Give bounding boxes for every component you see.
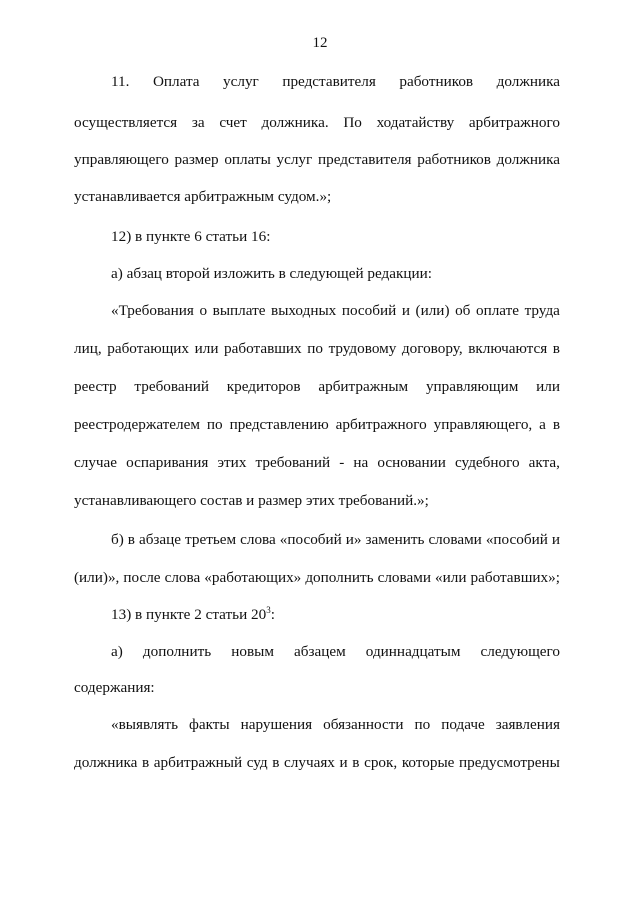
word: должника [74, 754, 138, 771]
word: представителя [282, 73, 376, 90]
word: слова [240, 531, 276, 548]
word: должника [496, 73, 560, 90]
word: трудовому [328, 340, 397, 357]
word: новым [231, 643, 274, 660]
text-line [111, 72, 560, 92]
word: в [272, 754, 280, 771]
word: включаются [468, 340, 548, 357]
word: и» [345, 531, 362, 548]
word: за [191, 114, 205, 131]
text-line [74, 113, 560, 133]
word: должника. [261, 114, 329, 131]
word: слова [164, 569, 201, 586]
word: реестродержателем [74, 416, 200, 433]
word: осуществляется [74, 114, 178, 131]
word: обязанности [323, 716, 404, 733]
word: или [536, 378, 560, 395]
word: словами [428, 531, 482, 548]
word: выплате [212, 302, 266, 319]
word: оплаты [224, 151, 271, 168]
word: счет [219, 114, 247, 131]
word: факты [189, 716, 230, 733]
text-line [74, 187, 560, 207]
line-text: содержания: [74, 679, 155, 696]
word: представителя [317, 151, 412, 168]
word: в [552, 340, 560, 357]
word: (или)», [74, 569, 120, 586]
word: дополнить [305, 569, 374, 586]
word: по [206, 416, 223, 433]
text-line [74, 491, 560, 511]
word: «пособий [279, 531, 342, 548]
text-line [74, 568, 560, 588]
text-line [111, 227, 560, 247]
word: заменить [365, 531, 425, 548]
page-number: 12 [312, 35, 328, 51]
word: в [127, 531, 135, 548]
word: Оплата [152, 73, 200, 90]
word: лиц, [74, 340, 102, 357]
word: которые [401, 754, 455, 771]
text-line [111, 301, 560, 321]
word: по [307, 340, 323, 357]
line-tail: : [270, 606, 275, 623]
word: об [455, 302, 471, 319]
word: управляющего, [433, 416, 533, 433]
word: срок, [364, 754, 398, 771]
word: судебного [455, 454, 520, 471]
word: реестр [74, 378, 117, 395]
text-line [74, 453, 560, 473]
word: работников [417, 151, 491, 168]
word: услуг [223, 73, 259, 90]
word: работавших [224, 340, 302, 357]
word: или [194, 340, 219, 357]
text-line [111, 264, 560, 284]
word: ходатайству [376, 114, 455, 131]
word: 11. [111, 73, 130, 90]
line-text: 12) в пункте 6 статьи 16: [111, 228, 271, 245]
word: б) [111, 531, 124, 548]
word: основании [377, 454, 446, 471]
word: оплате [475, 302, 520, 319]
text-line [74, 753, 560, 773]
word: по [414, 716, 431, 733]
word: «пособий [485, 531, 548, 548]
word: арбитражного [468, 114, 560, 131]
word: случае [74, 454, 118, 471]
text-line [74, 415, 560, 435]
text-line [111, 715, 560, 735]
word: пособий [341, 302, 397, 319]
word: (или) [415, 302, 450, 319]
text-line [111, 642, 560, 662]
word: суд [246, 754, 268, 771]
word: словами [377, 569, 431, 586]
word: абзаце [138, 531, 182, 548]
word: и [551, 531, 560, 548]
word: третьем [185, 531, 237, 548]
word: в [352, 754, 360, 771]
word: предусмотрены [459, 754, 560, 771]
word: кредиторов [226, 378, 301, 395]
word: должника [496, 151, 560, 168]
word: заявления [495, 716, 560, 733]
word: работников [399, 73, 474, 90]
word: услуг [276, 151, 313, 168]
word: управляющего [74, 151, 169, 168]
word: представлению [229, 416, 329, 433]
word: нарушения [240, 716, 313, 733]
word: «выявлять [111, 716, 179, 733]
word: после [123, 569, 161, 586]
word: требований [134, 378, 209, 395]
word: «Требования [111, 302, 194, 319]
word: одиннадцатым [365, 643, 461, 660]
word: выходных [271, 302, 337, 319]
word: арбитражным [318, 378, 409, 395]
line-text: а) абзац второй изложить в следующей редакции: [111, 265, 433, 282]
text-line [74, 150, 560, 170]
word: работающих [107, 340, 190, 357]
word: арбитражного [335, 416, 427, 433]
word: а) [111, 643, 123, 660]
superscript: 3 [266, 605, 271, 615]
word: «или [435, 569, 467, 586]
word: следующего [480, 643, 560, 660]
text-line [74, 377, 560, 397]
word: оспаривания [126, 454, 209, 471]
word: дополнить [142, 643, 212, 660]
word: По [343, 114, 362, 131]
word: а [539, 416, 546, 433]
word: на [353, 454, 369, 471]
word: этих [217, 454, 247, 471]
word: управляющим [425, 378, 519, 395]
word: работавших»; [470, 569, 560, 586]
word: размер [174, 151, 219, 168]
word: и [401, 302, 410, 319]
word: - [339, 454, 345, 471]
text-line [111, 605, 560, 625]
word: договору, [401, 340, 463, 357]
word: случаях [284, 754, 335, 771]
word: труда [524, 302, 560, 319]
word: абзацем [294, 643, 346, 660]
text-line [74, 339, 560, 359]
text-line [111, 530, 560, 550]
word: о [199, 302, 208, 319]
word: «работающих» [204, 569, 302, 586]
line-text: 13) в пункте 2 статьи 20 [111, 606, 267, 623]
word: акта, [528, 454, 560, 471]
word: в [141, 754, 150, 771]
word: и [339, 754, 348, 771]
line-text: устанавливается арбитражным судом.»; [74, 188, 332, 205]
word: подаче [441, 716, 485, 733]
word: требований [255, 454, 331, 471]
word: в [552, 416, 560, 433]
line-text: устанавливающего состав и размер этих требований.»; [74, 492, 429, 509]
text-line [74, 678, 560, 698]
word: арбитражный [153, 754, 243, 771]
